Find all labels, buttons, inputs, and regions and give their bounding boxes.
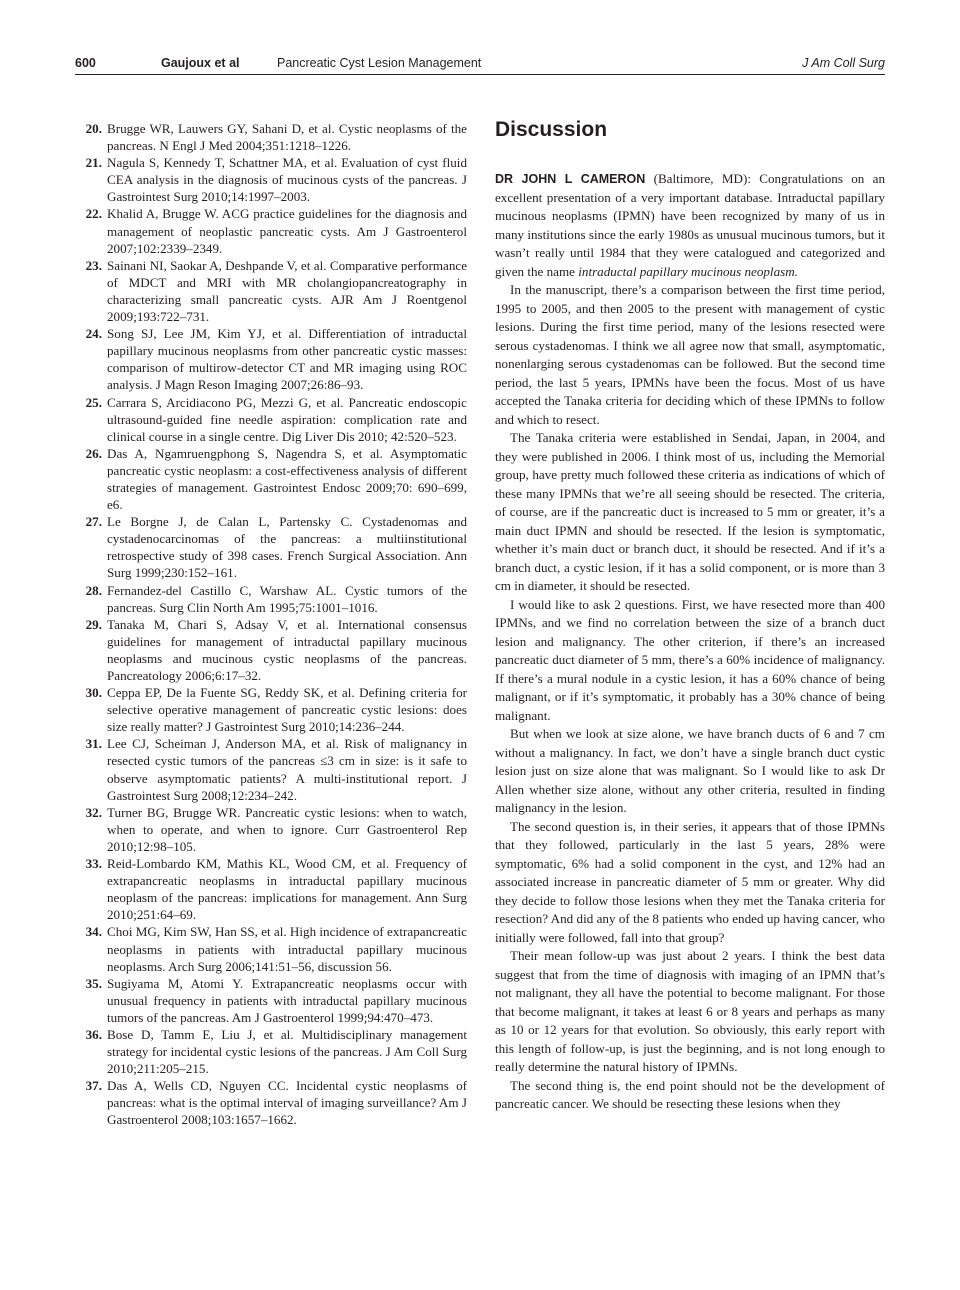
reference-item bbox=[70, 923, 467, 974]
reference-item bbox=[70, 616, 467, 684]
discussion-paragraph: Their mean follow-up was just about 2 years. I think the best data suggest that from the time of diagnosis with imaging of an IPMN that’s not malignant, they all have the potential to become malignant. For those that become malignant, it takes at least 6 or 8 years and perhaps as many as 10 or 12 years for that evolution. So obviously, this early report with this length of follow-up, is just the beginning, and is not long enough to really determine the natural history of IPMNs. bbox=[495, 948, 885, 1074]
reference-item bbox=[70, 1077, 467, 1128]
reference-number: 21. bbox=[85, 155, 102, 171]
reference-text: Lee CJ, Scheiman J, Anderson MA, et al. Risk of malignancy in resected cystic tumors of the pancreas ≤3 cm in size: is it safe to observe asymptomatic patients? A multi-institutional report. J Gastrointest Surg 2008;12:234–242. bbox=[107, 736, 467, 803]
reference-text: Sugiyama M, Atomi Y. Extrapancreatic neoplasms occur with unusual frequency in patients with intraductal papillary mucinous tumors of the pancreas. Am J Gastroenterol 1999;94:470–473. bbox=[107, 975, 467, 1025]
reference-number: 26. bbox=[85, 445, 102, 461]
reference-number: 29. bbox=[85, 616, 102, 632]
reference-number: 36. bbox=[85, 1026, 102, 1042]
discussion-paragraphs bbox=[495, 281, 885, 1114]
reference-text: Khalid A, Brugge W. ACG practice guidelines for the diagnosis and management of neoplastic pancreatic cysts. Am J Gastroenterol 2007;102:2339–2349. bbox=[107, 206, 467, 256]
reference-number: 37. bbox=[85, 1078, 102, 1094]
reference-item bbox=[70, 855, 467, 923]
reference-number: 34. bbox=[85, 924, 102, 940]
reference-item bbox=[70, 257, 467, 325]
italic-term: intraductal papillary mucinous neoplasm. bbox=[578, 263, 798, 279]
running-authors: Gaujoux et al bbox=[161, 56, 240, 70]
discussion-heading: Discussion bbox=[495, 118, 608, 141]
reference-number: 27. bbox=[85, 514, 102, 530]
reference-number: 23. bbox=[85, 257, 102, 273]
reference-text: Ceppa EP, De la Fuente SG, Reddy SK, et al. Defining criteria for selective operative management of pancreatic cystic lesions: does size really matter? J Gastrointest Surg 2010;14:236–244. bbox=[107, 685, 467, 735]
reference-number: 30. bbox=[85, 685, 102, 701]
reference-list bbox=[70, 120, 467, 1129]
reference-text: Choi MG, Kim SW, Han SS, et al. High incidence of extrapancreatic neoplasms in patients with intraductal papillary mucinous neoplasms. Arch Surg 2006;141:51–56, discussion 56. bbox=[107, 924, 467, 974]
page-number: 600 bbox=[75, 56, 96, 70]
reference-text: Carrara S, Arcidiacono PG, Mezzi G, et al. Pancreatic endoscopic ultrasound-guided fine needle aspiration: complication rate and clinical course in a single centre. Dig Liver Dis 2010; 42:520–523. bbox=[107, 394, 467, 444]
reference-item bbox=[70, 445, 467, 513]
reference-item bbox=[70, 735, 467, 803]
reference-item bbox=[70, 1026, 467, 1077]
reference-text: Le Borgne J, de Calan L, Partensky C. Cystadenomas and cystadenocarcinomas of the pancreas: a multiinstitutional retrospective study of 398 cases. French Surgical Association. Ann Surg 1999;230:152–161. bbox=[107, 514, 467, 581]
reference-text: Sainani NI, Saokar A, Deshpande V, et al. Comparative performance of MDCT and MRI with MR cholangiopancreatography in characterizing small pancreatic cysts. AJR Am J Roentgenol 2009;193:722–731. bbox=[107, 257, 467, 325]
reference-item bbox=[70, 154, 467, 205]
discussion-paragraph: But when we look at size alone, we have branch ducts of 6 and 7 cm without a malignancy. In fact, we don’t have a single branch duct cystic lesion just on size alone that was malignant. So I would like to ask Dr Allen whether size alone, without any other criteria, resulted in finding malignancy in the lesion. bbox=[495, 726, 885, 815]
reference-text: Brugge WR, Lauwers GY, Sahani D, et al. Cystic neoplasms of the pancreas. N Engl J Med 2004;351:1218–1226. bbox=[107, 121, 467, 154]
reference-text: Tanaka M, Chari S, Adsay V, et al. International consensus guidelines for management of intraductal papillary mucinous neoplasms and mucinous cystic neoplasms of the pancreas. Pancreatology 2006;6:17–32. bbox=[107, 616, 467, 683]
discussion-paragraph: The second question is, in their series, it appears that of those IPMNs that they followed, particularly in the last 5 years, 28% were symptomatic, 6% had a solid component in the cyst, and 12% had an associated increase in pancreatic diameter of 5 mm or greater. Why did they decide to follow those lesions when they met the Tanaka criteria for resection? And did any of the 8 patients who ended up having cancer, who initially were followed, fall into that group? bbox=[495, 818, 885, 945]
discussion-paragraph bbox=[495, 170, 885, 281]
reference-item bbox=[70, 975, 467, 1026]
reference-text: Song SJ, Lee JM, Kim YJ, et al. Differentiation of intraductal papillary mucinous neoplasms from other pancreatic cystic masses: comparison of multirow-detector CT and MR imaging using ROC analysis. J Magn Reson Imaging 2007;26:86–93. bbox=[107, 326, 467, 393]
discussion-paragraph: I would like to ask 2 questions. First, we have resected more than 400 IPMNs, and we find no correlation between the size of a branch duct lesion and malignancy. The other criterion, if there’s an increased pancreatic duct diameter of 5 mm, there’s a 60% incidence of malignancy. If there’s a mural nodule in a cystic lesion, it has a 60% chance of being malignant, or if it’s symptomatic, it probably has a 30% chance of being malignant. bbox=[495, 596, 885, 723]
discussion-paragraph: The second thing is, the end point should not be the development of pancreatic cancer. We should be resecting these lesions when they bbox=[495, 1077, 885, 1111]
reference-text: Bose D, Tamm E, Liu J, et al. Multidisciplinary management strategy for incidental cystic lesions of the pancreas. J Am Coll Surg 2010;211:205–215. bbox=[107, 1026, 467, 1077]
reference-number: 28. bbox=[85, 582, 102, 598]
journal-name: J Am Coll Surg bbox=[802, 56, 885, 70]
reference-text: Fernandez-del Castillo C, Warshaw AL. Cystic tumors of the pancreas. Surg Clin North Am 1995;75:1001–1016. bbox=[107, 582, 467, 615]
reference-number: 24. bbox=[85, 326, 102, 342]
reference-item bbox=[70, 804, 467, 855]
reference-item bbox=[70, 120, 467, 154]
reference-number: 20. bbox=[85, 121, 102, 136]
reference-text: Das A, Wells CD, Nguyen CC. Incidental cystic neoplasms of pancreas: what is the optimal interval of imaging surveillance? Am J Gastroenterol 2008;103:1657–1662. bbox=[107, 1078, 467, 1128]
reference-number: 35. bbox=[85, 975, 102, 991]
reference-item bbox=[70, 394, 467, 445]
reference-text: Reid-Lombardo KM, Mathis KL, Wood CM, et al. Frequency of extrapancreatic neoplasms in intraductal papillary mucinous neoplasm of the pancreas: implications for management. Ann Surg 2010;251:64–69. bbox=[107, 856, 467, 923]
speaker-name: DR JOHN L CAMERON bbox=[495, 172, 646, 186]
reference-number: 31. bbox=[85, 736, 102, 752]
paragraph-text: (Baltimore, MD): Congratulations on an excellent presentation of a very important database. Intraductal papillary mucinous neoplasms (IPMN) have been recognized by many of us in many institutions since the early 1980s as unusual mucinous tumors, but it wasn’t really until 1984 that they were catalogued and categorized and given the name bbox=[495, 171, 885, 279]
reference-item bbox=[70, 325, 467, 393]
discussion-section bbox=[495, 116, 885, 1114]
reference-item bbox=[70, 513, 467, 581]
reference-text: Turner BG, Brugge WR. Pancreatic cystic lesions: when to watch, when to operate, and when to ignore. Curr Gastroenterol Rep 2010;12:98–105. bbox=[107, 804, 467, 854]
reference-item bbox=[70, 205, 467, 256]
reference-number: 33. bbox=[85, 856, 102, 872]
reference-item bbox=[70, 684, 467, 735]
reference-number: 32. bbox=[85, 804, 102, 820]
running-title: Pancreatic Cyst Lesion Management bbox=[277, 56, 482, 70]
discussion-paragraph: In the manuscript, there’s a comparison between the first time period, 1995 to 2005, and then 2005 to the present with management of cystic lesions. During the first time period, many of the lesions resected were serous cystadenomas. I think we all agree now that small, asymptomatic, nonenlarging serous cystadenomas can be followed. But the second time period, the last 5 years, IPMNs have been the focus. Most of us have accepted the Tanaka criteria for deciding which of these IPMNs to follow and which to resect. bbox=[495, 282, 885, 427]
reference-number: 25. bbox=[85, 394, 102, 410]
discussion-paragraph: The Tanaka criteria were established in Sendai, Japan, in 2004, and they were published in 2006. I think most of us, including the Memorial group, have pretty much followed these criteria as indications of which of these many IPMNs that we’re all seeing should be resected. The criteria, of course, are if the pancreatic duct is increased to 5 mm or greater, it’s a main duct IPMN and should be resected. If the lesion is symptomatic, whether it’s main duct or branch duct, it should be resected. And if it’s a branch duct, a cystic lesion, if it has a solid component, or is more than 3 cm in diameter, it should be resected. bbox=[495, 430, 885, 593]
reference-text: Nagula S, Kennedy T, Schattner MA, et al. Evaluation of cyst fluid CEA analysis in the diagnosis of mucinous cysts of the pancreas. J Gastrointest Surg 2010;14:1997–2003. bbox=[107, 155, 467, 205]
reference-text: Das A, Ngamruengphong S, Nagendra S, et al. Asymptomatic pancreatic cystic neoplasm: a cost-effectiveness analysis of different strategies of management. Gastrointest Endosc 2009;70: 690–699, e6. bbox=[107, 445, 467, 513]
reference-number: 22. bbox=[85, 206, 102, 222]
reference-item bbox=[70, 582, 467, 616]
running-header bbox=[75, 54, 885, 75]
